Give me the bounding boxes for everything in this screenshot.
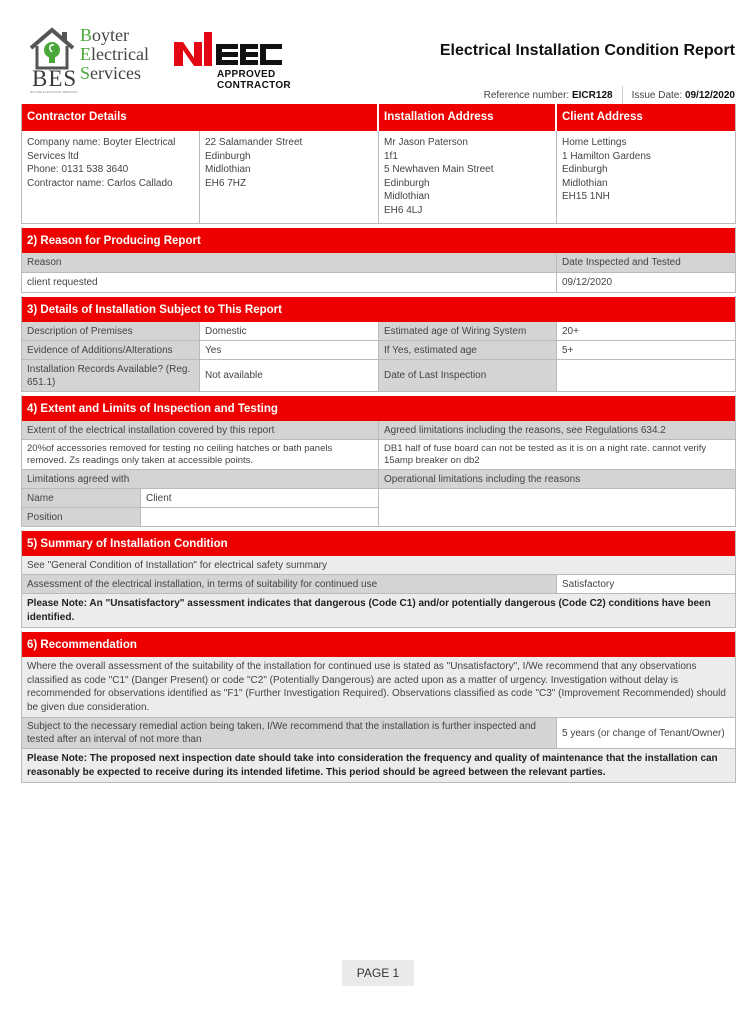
details-row (22, 360, 735, 392)
assessment-row (22, 575, 735, 594)
issue-date-value: 09/12/2020 (684, 89, 735, 101)
interval-row (22, 718, 735, 749)
contractor-name: Contractor name: Carlos Callado (27, 177, 173, 189)
client-address-heading: Client Address (562, 111, 643, 123)
section2-title: 2) Reason for Producing Report (22, 227, 735, 253)
operational-limitations-label: Operational limitations including the reasons (379, 470, 735, 488)
additions-value: Yes (200, 341, 379, 359)
additions-label: Evidence of Additions/Alterations (22, 341, 200, 359)
address-line: Edinburgh (562, 164, 608, 175)
address-line: 22 Salamander Street (205, 137, 303, 148)
assessment-label: Assessment of the electrical installation, in terms of suitability for continued use (22, 575, 557, 593)
operational-limitations-value (379, 489, 735, 526)
address-line: EH6 4LJ (384, 204, 423, 216)
reference-label: Reference number: (483, 89, 570, 101)
contractor-phone: Phone: 0131 538 3640 (27, 164, 129, 175)
section5-title: 5) Summary of Installation Condition (22, 530, 735, 556)
name-label: Name (22, 489, 141, 507)
details-row (22, 322, 735, 341)
records-label: Installation Records Available? (Reg. 651.1) (22, 360, 200, 391)
records-value: Not available (200, 360, 379, 391)
additions-age-value: 5+ (557, 341, 735, 359)
issue-date-label: Issue Date: (631, 89, 683, 101)
interval-value: 5 years (or change of Tenant/Owner) (557, 718, 735, 748)
see-general-row (22, 556, 735, 575)
section4-title: 4) Extent and Limits of Inspection and Testing (22, 395, 735, 421)
company-tagline: BOYTER ELECTRICAL SERVICES (30, 90, 78, 94)
last-inspection-value (557, 360, 735, 391)
address-line: Midlothian (562, 177, 608, 189)
company-name: Boyter Electrical Services (80, 25, 149, 83)
address-line: Mr Jason Paterson (384, 137, 468, 148)
assessment-value: Satisfactory (557, 575, 735, 593)
reason-label: Reason (22, 253, 557, 272)
agreed-limitations-label: Agreed limitations including the reasons, see Regulations 634.2 (379, 421, 735, 439)
extent-label: Extent of the electrical installation covered by this report (22, 421, 379, 439)
name-position-block (22, 489, 379, 526)
page-number: PAGE 1 (342, 960, 414, 986)
reference-line (484, 86, 735, 104)
address-line: EH6 7HZ (205, 177, 247, 189)
section-contractor-addresses (21, 104, 736, 224)
additions-age-label: If Yes, estimated age (379, 341, 557, 359)
details-row (22, 341, 735, 360)
section4-name-position (22, 489, 735, 527)
company-logo (28, 26, 163, 92)
limitations-agreed-label: Limitations agreed with (22, 470, 379, 488)
address-line: Midlothian (205, 164, 251, 175)
section4-value-row (22, 440, 735, 470)
approved-contractor-badge: APPROVED CONTRACTOR (217, 69, 291, 91)
section2-label-row (22, 253, 735, 273)
wiring-age-label: Estimated age of Wiring System (379, 322, 557, 340)
section-reason (21, 227, 736, 293)
company-name-line1: oyter (92, 25, 129, 45)
section4-limitations-row (22, 470, 735, 489)
contractor-details (22, 131, 200, 223)
contractor-company: Company name: Boyter Electrical Services ltd (27, 137, 176, 162)
address-line: 1f1 (384, 150, 398, 162)
section-summary (21, 530, 736, 628)
position-label: Position (22, 508, 141, 526)
position-row (22, 508, 378, 526)
report-body (21, 104, 736, 783)
section1-body (22, 131, 735, 224)
address-line: Edinburgh (384, 177, 430, 189)
date-inspected-label: Date Inspected and Tested (557, 253, 735, 272)
installation-address (379, 131, 557, 223)
address-line: 5 Newhaven Main Street (384, 164, 494, 175)
name-value: Client (141, 489, 378, 507)
section-recommendation (21, 631, 736, 783)
section2-value-row (22, 273, 735, 293)
premises-value: Domestic (200, 322, 379, 340)
section1-header (22, 104, 735, 131)
niceic-brand-icon (172, 28, 287, 68)
installation-address-heading: Installation Address (379, 104, 557, 131)
next-inspection-note: Please Note: The proposed next inspection date should take into consideration the frequency and quality of maintenance that the installation can reasonably be expected to receive during its intended lifetime. This period should be agreed between the relevant parties. (22, 749, 735, 783)
client-address (557, 131, 735, 223)
section-extent-limits (21, 395, 736, 527)
section4-label-row (22, 421, 735, 440)
interval-label: Subject to the necessary remedial action being taken, I/We recommend that the installation is further inspected and tested after an interval of not more than (22, 718, 557, 748)
date-inspected-value: 09/12/2020 (557, 273, 735, 292)
niceic-logo (172, 28, 291, 93)
section-installation-details (21, 296, 736, 392)
unsatisfactory-note: Please Note: An "Unsatisfactory" assessment indicates that dangerous (Code C1) and/or potentially dangerous (Code C2) conditions have been identified. (22, 594, 735, 628)
reason-value: client requested (22, 273, 557, 292)
recommendation-paragraph: Where the overall assessment of the suitability of the installation for continued use is stated as "Unsatisfactory", I/We recommend that any observations classified as code "C1" (Danger Present) or code "C2" (Potentially Dangerous) are acted upon as a matter of urgency. Investigation without delay is recommended for observations identified as "F1" (Further Investigation Required). Observations classified as code "C3" (Improvement Recommended) should be given due consideration. (22, 657, 735, 718)
position-value (141, 508, 378, 526)
extent-value: 20%of accessories removed for testing no ceiling hatches or bath panels removed. Zs readings only taken at accessible points. (22, 440, 379, 469)
company-name-line3: ervices (90, 63, 141, 83)
see-general-condition: See "General Condition of Installation" for electrical safety summary (22, 556, 735, 574)
address-line: Home Lettings (562, 137, 627, 148)
address-line: Midlothian (384, 191, 430, 202)
contractor-address (200, 131, 379, 223)
address-line: 1 Hamilton Gardens (562, 150, 651, 162)
premises-label: Description of Premises (22, 322, 200, 340)
contractor-details-heading: Contractor Details (22, 104, 379, 131)
address-line: Edinburgh (205, 150, 251, 162)
agreed-limitations-value: DB1 half of fuse board can not be tested as it is on a night rate. cannot verify 15amp breaker on db2 (379, 440, 735, 469)
section3-title: 3) Details of Installation Subject to This Report (22, 296, 735, 322)
address-line: EH15 1NH (562, 191, 610, 202)
last-inspection-label: Date of Last Inspection (379, 360, 557, 391)
divider (622, 86, 623, 104)
report-header (0, 0, 749, 104)
house-bulb-icon (28, 26, 78, 70)
company-name-line2: lectrical (91, 44, 149, 64)
name-row (22, 489, 378, 508)
wiring-age-value: 20+ (557, 322, 735, 340)
reference-value: EICR128 (571, 89, 613, 101)
company-abbr: BES (32, 66, 78, 91)
report-title: Electrical Installation Condition Report (439, 42, 735, 59)
section6-title: 6) Recommendation (22, 631, 735, 657)
